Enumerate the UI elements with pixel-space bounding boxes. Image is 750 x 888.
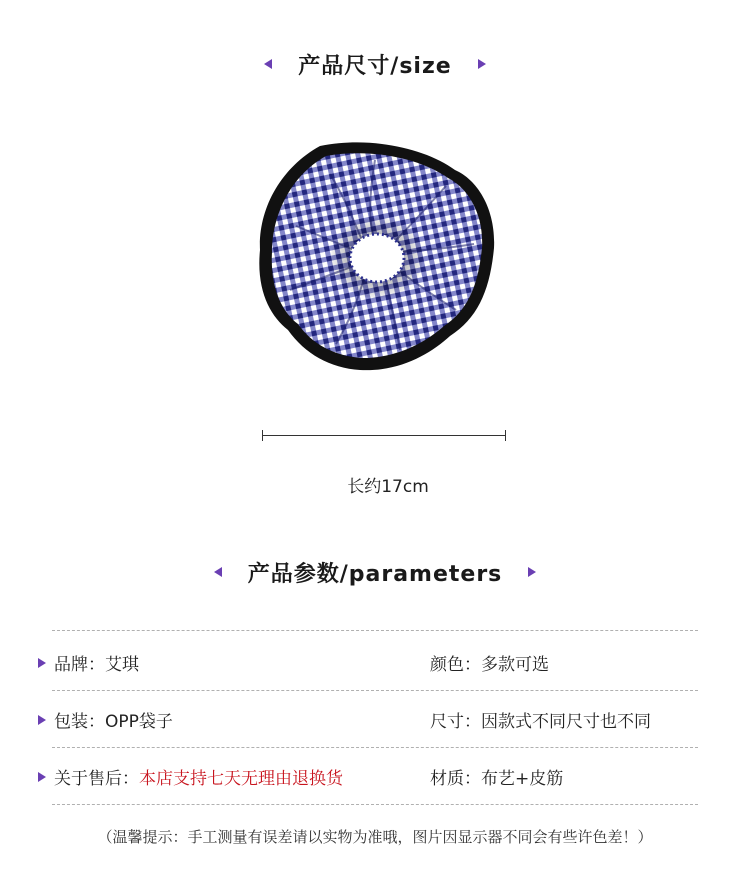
param-color-key: 颜色： (430, 655, 481, 675)
params-section-title: 产品参数/parameters (247, 561, 503, 587)
size-section-header (0, 44, 750, 84)
scrunchie-product-image (250, 140, 500, 380)
param-color (430, 650, 549, 675)
params-section-header (0, 552, 750, 592)
divider (52, 630, 698, 631)
param-packaging-value: OPP袋子 (105, 712, 173, 732)
right-triangle-icon (478, 59, 486, 69)
param-color-value: 多款可选 (481, 655, 549, 675)
param-packaging (38, 707, 173, 732)
measurement-label: 长约17cm (347, 477, 429, 497)
size-section-title: 产品尺寸/size (298, 53, 452, 79)
param-size (430, 707, 651, 732)
left-triangle-icon (264, 59, 272, 69)
param-after-sales (38, 764, 343, 789)
param-material (430, 764, 563, 789)
measurement-line (262, 428, 506, 442)
param-material-value: 布艺+皮筋 (481, 769, 564, 789)
bullet-triangle-icon (38, 772, 46, 782)
left-triangle-icon (214, 567, 222, 577)
divider (52, 690, 698, 691)
param-material-key: 材质： (430, 769, 481, 789)
param-brand-value: 艾琪 (105, 655, 139, 675)
divider (52, 747, 698, 748)
param-brand-key: 品牌： (54, 655, 105, 675)
param-size-value: 因款式不同尺寸也不同 (481, 712, 651, 732)
bullet-triangle-icon (38, 715, 46, 725)
divider (52, 804, 698, 805)
param-size-key: 尺寸： (430, 712, 481, 732)
param-after-sales-value: 本店支持七天无理由退换货 (139, 769, 343, 789)
measurement-note: （温馨提示：手工测量有误差请以实物为准哦，图片因显示器不同会有些许色差！） (97, 828, 653, 846)
right-triangle-icon (528, 567, 536, 577)
bullet-triangle-icon (38, 658, 46, 668)
param-brand (38, 650, 139, 675)
param-packaging-key: 包装： (54, 712, 105, 732)
param-after-sales-key: 关于售后： (54, 769, 139, 789)
